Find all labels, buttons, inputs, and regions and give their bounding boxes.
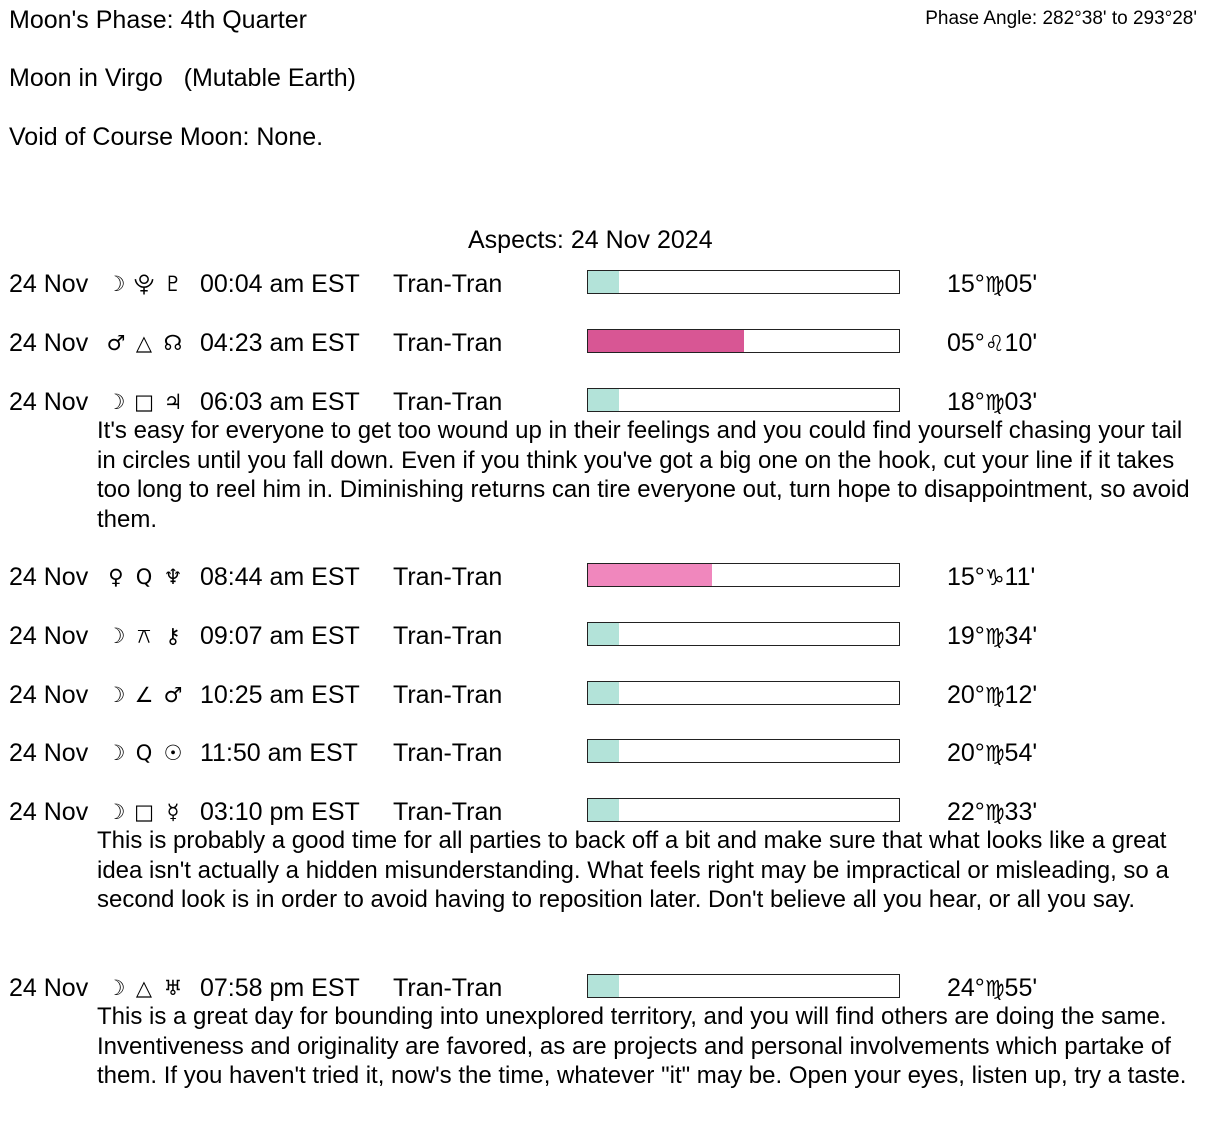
strength-bar bbox=[587, 798, 900, 822]
moon-icon: ☽ bbox=[106, 683, 126, 707]
strength-bar-fill bbox=[588, 330, 744, 352]
position-minutes: 05' bbox=[1004, 270, 1038, 298]
position-degree: 20° bbox=[947, 681, 985, 709]
aspect-date: 24 Nov bbox=[9, 739, 89, 767]
aspect-position bbox=[947, 268, 1037, 302]
aspect-row bbox=[0, 679, 1214, 711]
aspect-row bbox=[0, 327, 1214, 359]
aspect-kind: Tran-Tran bbox=[393, 739, 503, 767]
position-degree: 24° bbox=[947, 974, 985, 1002]
aspect-position bbox=[947, 561, 1035, 595]
aspect-date: 24 Nov bbox=[9, 681, 89, 709]
aspects-title: Aspects: 24 Nov 2024 bbox=[468, 226, 713, 254]
aspect-date: 24 Nov bbox=[9, 270, 89, 298]
position-minutes: 03' bbox=[1004, 388, 1038, 416]
position-minutes: 33' bbox=[1004, 798, 1038, 826]
strength-bar bbox=[587, 329, 900, 353]
position-degree: 05° bbox=[947, 329, 985, 357]
position-degree: 20° bbox=[947, 739, 985, 767]
neptune-icon: ♆ bbox=[163, 565, 183, 589]
aspect-date: 24 Nov bbox=[9, 622, 89, 650]
square-icon: □ bbox=[134, 390, 154, 414]
moon-sign-text: Moon in Virgo (Mutable Earth) bbox=[9, 64, 356, 92]
moon-icon: ☽ bbox=[106, 624, 126, 648]
jupiter-icon: ♃ bbox=[163, 390, 183, 414]
aspect-time: 04:23 am EST bbox=[200, 329, 360, 357]
aspect-kind: Tran-Tran bbox=[393, 563, 503, 591]
aspect-row bbox=[0, 737, 1214, 769]
position-degree: 19° bbox=[947, 622, 985, 650]
strength-bar-fill bbox=[588, 564, 712, 586]
biquintile-like-icon: ⯓ bbox=[133, 272, 155, 296]
moon-icon: ☽ bbox=[106, 390, 126, 414]
virgo-icon: ♍ bbox=[984, 391, 1005, 416]
moon-icon: ☽ bbox=[106, 800, 126, 824]
aspect-description: This is probably a good time for all parties to back off a bit and make sure that what looks like a great idea isn't actually a hidden misunderstanding. What feels right may be impractical or misleading, so a second look is in order to avoid having to reposition later. Don't believe all you hear, or all you say. bbox=[97, 827, 1169, 913]
strength-bar-fill bbox=[588, 740, 619, 762]
aspect-date: 24 Nov bbox=[9, 329, 89, 357]
uranus-icon: ♅ bbox=[163, 976, 183, 1000]
moon-icon: ☽ bbox=[106, 976, 126, 1000]
trine-icon: △ bbox=[135, 976, 153, 1000]
aspect-position bbox=[947, 737, 1037, 771]
moon-icon: ☽ bbox=[106, 741, 126, 765]
chiron-icon: ⚷ bbox=[165, 624, 181, 648]
aspect-time: 08:44 am EST bbox=[200, 563, 360, 591]
phase-angle-text: Phase Angle: 282°38' to 293°28' bbox=[925, 8, 1197, 29]
aspect-kind: Tran-Tran bbox=[393, 270, 503, 298]
square-icon: □ bbox=[134, 800, 154, 824]
aspect-date: 24 Nov bbox=[9, 798, 89, 826]
semisquare-icon: ∠ bbox=[134, 683, 154, 707]
strength-bar-fill bbox=[588, 389, 619, 411]
mars-icon: ♂ bbox=[163, 683, 183, 707]
aspect-kind: Tran-Tran bbox=[393, 798, 503, 826]
aspect-description: This is a great day for bounding into unexplored territory, and you will find others are doing the same. Inventiveness and originality are favored, as are projects and personal involvements which partake of them. If you haven't tried it, now's the time, whatever "it" may be. Open your eyes, listen up, try a taste. bbox=[97, 1003, 1187, 1089]
mars-icon: ♂ bbox=[106, 331, 126, 355]
north-node-icon: ☊ bbox=[163, 331, 183, 355]
aspect-time: 06:03 am EST bbox=[200, 388, 360, 416]
virgo-icon: ♍ bbox=[984, 742, 1005, 767]
strength-bar bbox=[587, 388, 900, 412]
sun-icon: ☉ bbox=[163, 741, 183, 765]
strength-bar bbox=[587, 739, 900, 763]
strength-bar-fill bbox=[588, 623, 619, 645]
position-minutes: 55' bbox=[1004, 974, 1038, 1002]
strength-bar bbox=[587, 563, 900, 587]
virgo-icon: ♍ bbox=[984, 684, 1005, 709]
strength-bar-fill bbox=[588, 682, 619, 704]
aspect-date: 24 Nov bbox=[9, 563, 89, 591]
moon-phase-text: Moon's Phase: 4th Quarter bbox=[9, 6, 307, 34]
leo-icon: ♌ bbox=[984, 332, 1005, 357]
aspect-date: 24 Nov bbox=[9, 388, 89, 416]
aspect-kind: Tran-Tran bbox=[393, 622, 503, 650]
aspect-description: It's easy for everyone to get too wound up in their feelings and you could find yourself chasing your tail in circles until you fall down. Even if you think you've got a big one on the hook, cut your line if it takes too long to reel him in. Diminishing returns can tire everyone out, turn hope to disappointment, so avoid them. bbox=[97, 417, 1190, 533]
aspect-time: 03:10 pm EST bbox=[200, 798, 360, 826]
aspect-time: 00:04 am EST bbox=[200, 270, 360, 298]
strength-bar bbox=[587, 622, 900, 646]
aspect-row bbox=[0, 620, 1214, 652]
aspect-row bbox=[0, 386, 1214, 418]
aspect-position bbox=[947, 796, 1037, 830]
quintile-icon: Q bbox=[135, 741, 153, 765]
aspect-time: 07:58 pm EST bbox=[200, 974, 360, 1002]
position-degree: 18° bbox=[947, 388, 985, 416]
quincunx-icon: ⚻ bbox=[137, 624, 151, 648]
aspect-row bbox=[0, 268, 1214, 300]
virgo-icon: ♍ bbox=[984, 801, 1005, 826]
aspect-row bbox=[0, 972, 1214, 1004]
aspect-time: 09:07 am EST bbox=[200, 622, 360, 650]
aspect-row bbox=[0, 561, 1214, 593]
position-minutes: 10' bbox=[1004, 329, 1038, 357]
strength-bar bbox=[587, 270, 900, 294]
pluto-icon: ♇ bbox=[163, 272, 183, 296]
aspect-position bbox=[947, 620, 1037, 654]
aspect-time: 11:50 am EST bbox=[200, 739, 358, 767]
aspect-row bbox=[0, 796, 1214, 828]
position-degree: 15° bbox=[947, 270, 985, 298]
aspect-time: 10:25 am EST bbox=[200, 681, 360, 709]
aspect-date: 24 Nov bbox=[9, 974, 89, 1002]
aspect-kind: Tran-Tran bbox=[393, 388, 503, 416]
venus-icon: ♀ bbox=[108, 565, 124, 589]
aspect-position bbox=[947, 386, 1037, 420]
position-degree: 15° bbox=[947, 563, 985, 591]
aspect-position bbox=[947, 972, 1037, 1006]
quintile-icon: Q bbox=[135, 565, 153, 589]
strength-bar-fill bbox=[588, 271, 619, 293]
strength-bar-fill bbox=[588, 975, 619, 997]
position-minutes: 54' bbox=[1004, 739, 1038, 767]
aspect-kind: Tran-Tran bbox=[393, 329, 503, 357]
position-minutes: 12' bbox=[1004, 681, 1038, 709]
aspect-kind: Tran-Tran bbox=[393, 681, 503, 709]
mercury-icon: ☿ bbox=[166, 800, 180, 824]
capricorn-icon: ♑ bbox=[984, 566, 1005, 591]
position-degree: 22° bbox=[947, 798, 985, 826]
position-minutes: 11' bbox=[1004, 563, 1036, 591]
trine-icon: △ bbox=[135, 331, 153, 355]
aspect-kind: Tran-Tran bbox=[393, 974, 503, 1002]
aspect-position bbox=[947, 679, 1037, 713]
position-minutes: 34' bbox=[1004, 622, 1038, 650]
moon-icon: ☽ bbox=[106, 272, 126, 296]
strength-bar bbox=[587, 974, 900, 998]
strength-bar-fill bbox=[588, 799, 619, 821]
strength-bar bbox=[587, 681, 900, 705]
aspect-position bbox=[947, 327, 1037, 361]
virgo-icon: ♍ bbox=[984, 977, 1005, 1002]
void-of-course-text: Void of Course Moon: None. bbox=[9, 123, 324, 151]
virgo-icon: ♍ bbox=[984, 273, 1005, 298]
virgo-icon: ♍ bbox=[984, 625, 1005, 650]
